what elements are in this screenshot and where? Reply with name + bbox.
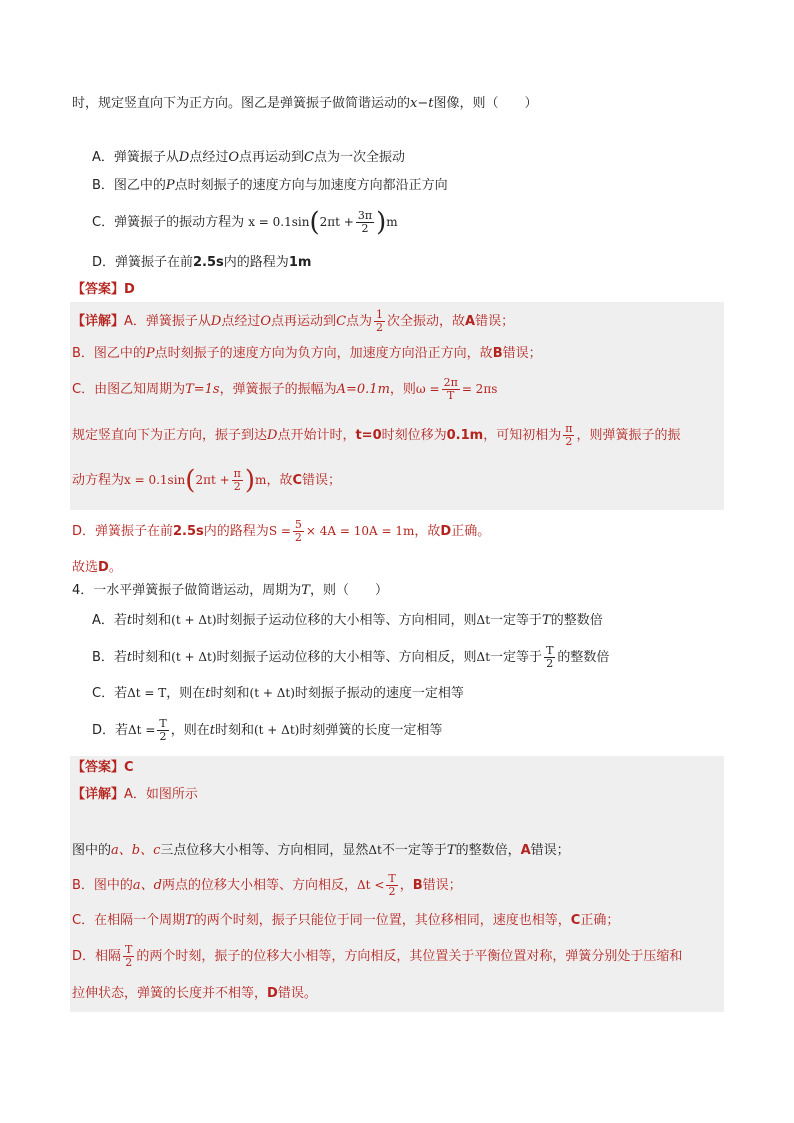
q3-option-c: C．弹簧振子的振动方程为 x = 0.1sin(2πt + $\frac{3\pi}{2}$ )m	[92, 207, 398, 238]
q4-explanation-c: C．在相隔一个周期T的两个时刻，振子只能位于同一位置，其位移相同，速度也相等，C正确；	[72, 913, 620, 928]
q3-option-b: B．图乙中的P点时刻振子的速度方向与加速度方向都沿正方向	[92, 178, 448, 193]
q4-explanation-d: D．相隔 $\frac{T}{2}$ 的两个时刻，振子的位移大小相等，方向相反，其位置关于平衡位置对称，弹簧分别处于压缩和	[72, 943, 683, 969]
q3-explanation-d: D．弹簧振子在前2.5s内的路程为S = $\frac{5}{2}$ × 4A = 10A = 1m，故D正确。	[72, 518, 491, 544]
q3-explanation-c-end: 动方程为x = 0.1sin(2πt + $\frac{\pi}{2}$ )m，故C错误；	[72, 465, 342, 496]
q3-explanation-a: 【详解】A．弹簧振子从D点经过O点再运动到C点为 $\frac{1}{2}$ 次全振动，故A错误；	[72, 308, 515, 334]
q3-option-d: D．弹簧振子在前2.5s内的路程为1m	[92, 255, 312, 270]
q4-option-c: C．若Δt = T，则在t时刻和(t + Δt)时刻振子振动的速度一定相等	[92, 686, 464, 701]
question-3-stem-tail: 时，规定竖直向下为正方向。图乙是弹簧振子做简谐运动的x−t图像，则（ ）	[72, 96, 538, 111]
q4-option-b: B．若t时刻和(t + Δt)时刻振子运动位移的大小相等、方向相反，则Δt一定等于 $\frac{T}{2}$ 的整数倍	[92, 644, 610, 670]
q4-explanation-a-cont: 图中的a、b、c三点位移大小相等、方向相同，显然Δt不一定等于T的整数倍，A错误；	[72, 843, 570, 858]
q3-explanation-c-cont: 规定竖直向下为正方向，振子到达D点开始计时，t=0时刻位移为0.1m，可知初相为 $\frac{\pi}{2}$ ，则弹簧振子的振	[72, 422, 681, 448]
q4-explanation-b: B．图中的a、d两点的位移大小相等、方向相反，Δt < $\frac{T}{2}$ ，B错误；	[72, 872, 462, 898]
q4-option-a: A．若t时刻和(t + Δt)时刻振子运动位移的大小相等、方向相同，则Δt一定等于T的整数倍	[92, 613, 603, 628]
q4-explanation-a: 【详解】A．如图所示	[72, 787, 198, 802]
question-4-stem: 4．一水平弹簧振子做简谐运动，周期为T，则（ ）	[72, 583, 388, 598]
q4-explanation-d-cont: 拉伸状态，弹簧的长度并不相等，D错误。	[72, 986, 317, 1001]
q3-answer: 【答案】D	[72, 282, 135, 297]
q3-explanation-c: C．由图乙知周期为T=1s，弹簧振子的振幅为A=0.1m，则ω = $\frac{2\pi}{T}$ = 2πs	[72, 376, 498, 402]
q4-option-d: D．若Δt = $\frac{T}{2}$ ，则在t时刻和(t + Δt)时刻弹簧的长度一定相等	[92, 717, 443, 743]
q3-final-choice: 故选D。	[72, 560, 122, 575]
q3-explanation-b: B．图乙中的P点时刻振子的速度方向为负方向，加速度方向沿正方向，故B错误；	[72, 346, 542, 361]
q4-answer: 【答案】C	[72, 760, 134, 775]
q3-option-a: A．弹簧振子从D点经过O点再运动到C点为一次全振动	[92, 150, 406, 165]
